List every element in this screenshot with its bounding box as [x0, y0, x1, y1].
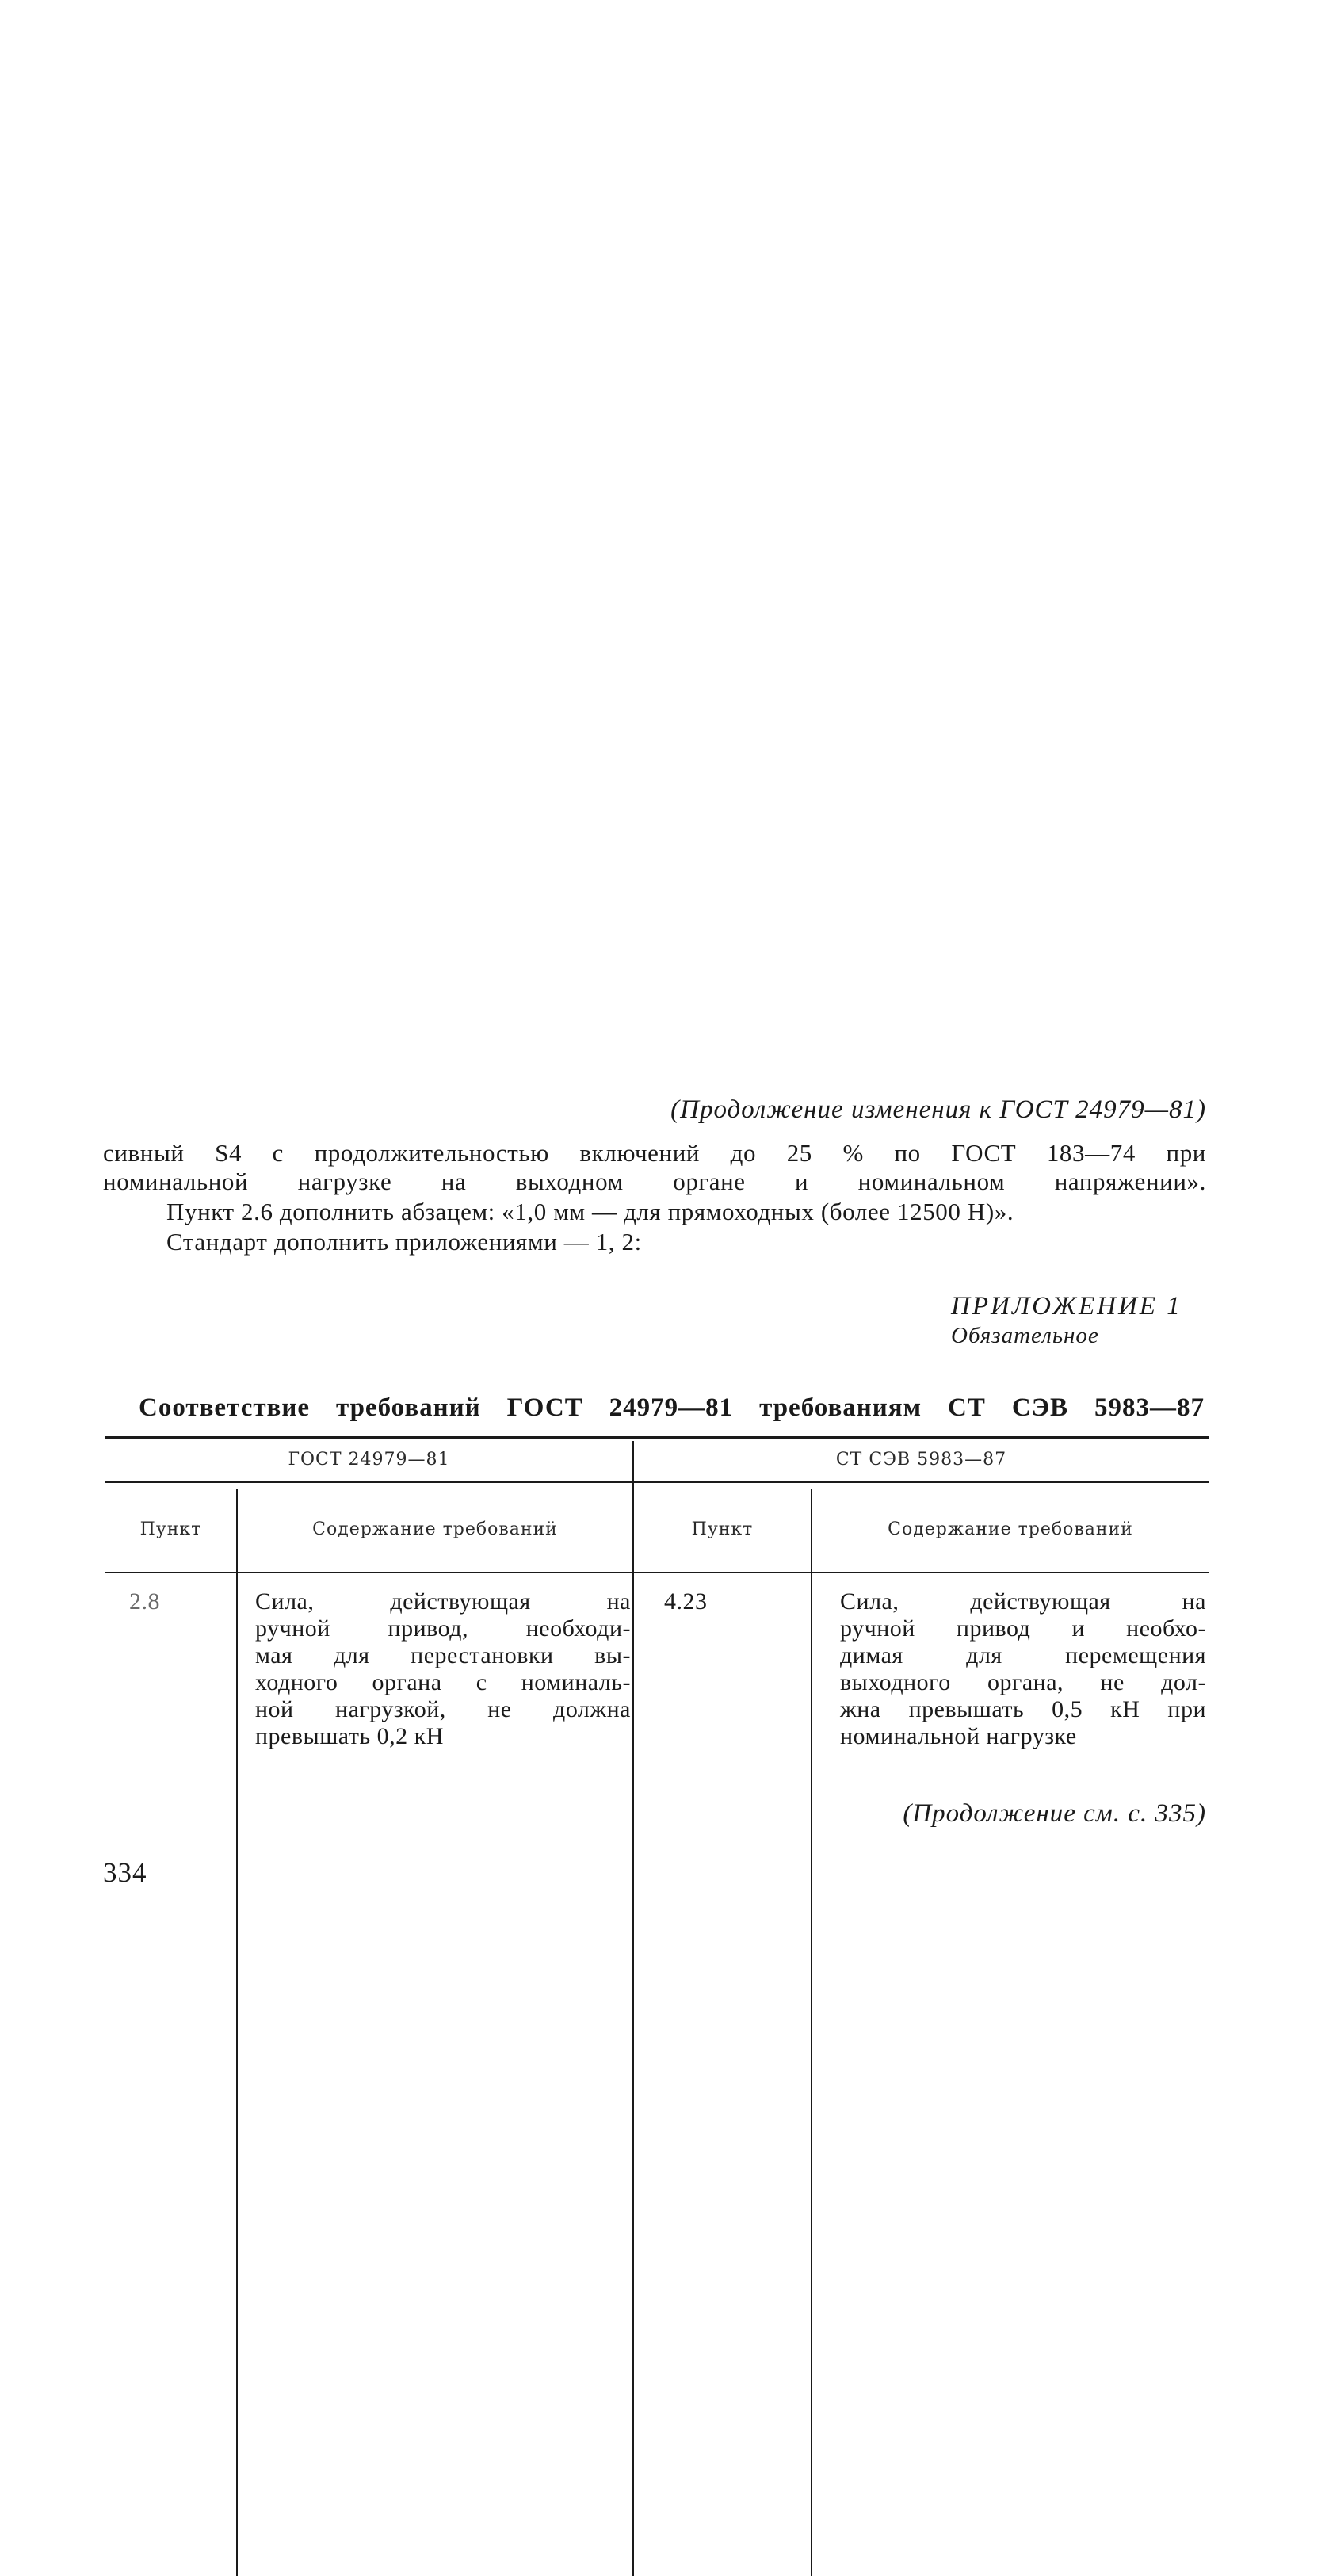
continuation-header: (Продолжение изменения к ГОСТ 24979—81) [670, 1095, 1206, 1124]
page-number: 334 [103, 1857, 147, 1888]
requirement-line: Сила, действующая на [840, 1588, 1206, 1615]
sev-requirement-text [840, 1588, 1206, 1750]
gost-requirement-text [255, 1588, 631, 1750]
table-divider-right [811, 1489, 812, 2576]
requirement-line: выходного органа, не дол- [840, 1669, 1206, 1695]
requirement-line: ручной привод и необхо- [840, 1615, 1206, 1642]
table-header-rule [105, 1572, 1209, 1573]
continuation-footer: (Продолжение см. с. 335) [903, 1799, 1206, 1828]
table-top-rule [105, 1436, 1209, 1439]
requirement-line: жна превышать 0,5 кН при [840, 1696, 1206, 1722]
column-header-clause: Пункт [691, 1519, 754, 1539]
requirement-line: превышать 0,2 кН [255, 1723, 444, 1749]
sev-clause-number: 4.23 [664, 1588, 708, 1615]
requirement-line: ной нагрузкой, не должна [255, 1696, 631, 1722]
column-header-clause: Пункт [139, 1519, 202, 1539]
table-group-rule [105, 1481, 1209, 1483]
requirement-line: димая для перемещения [840, 1642, 1206, 1668]
appendix-heading [872, 1292, 1205, 1349]
gost-clause-number: 2.8 [129, 1588, 160, 1615]
body-paragraph-line: Пункт 2.6 дополнить абзацем: «1,0 мм — для прямоходных (более 12500 Н)». [166, 1198, 1014, 1225]
requirement-line: номинальной нагрузке [840, 1723, 1077, 1749]
requirement-line: ручной привод, необходи- [255, 1615, 631, 1642]
column-header-content: Содержание требований [312, 1519, 558, 1539]
body-paragraph-line: сивный S4 с продолжительностью включений до 25 % по ГОСТ 183—74 при [103, 1139, 1206, 1167]
appendix-title: ПРИЛОЖЕНИЕ 1 [951, 1292, 1182, 1320]
table-divider-center [632, 1441, 634, 2576]
body-paragraph-line: номинальной нагрузке на выходном органе и номинальном напряжении». [103, 1168, 1206, 1195]
table-title: Соответствие требований ГОСТ 24979—81 требованиям СТ СЭВ 5983—87 [139, 1393, 1205, 1422]
appendix-subtitle: Обязательное [951, 1323, 1099, 1348]
group-header-gost: ГОСТ 24979—81 [288, 1450, 450, 1470]
column-header-content: Содержание требований [888, 1519, 1133, 1539]
table-divider-left [236, 1489, 238, 2576]
requirement-line: ходного органа с номиналь- [255, 1669, 631, 1695]
requirement-line: мая для перестановки вы- [255, 1642, 631, 1668]
group-header-sev: СТ СЭВ 5983—87 [835, 1450, 1007, 1470]
requirement-line: Сила, действующая на [255, 1588, 631, 1615]
body-paragraph-line: Стандарт дополнить приложениями — 1, 2: [166, 1228, 642, 1256]
